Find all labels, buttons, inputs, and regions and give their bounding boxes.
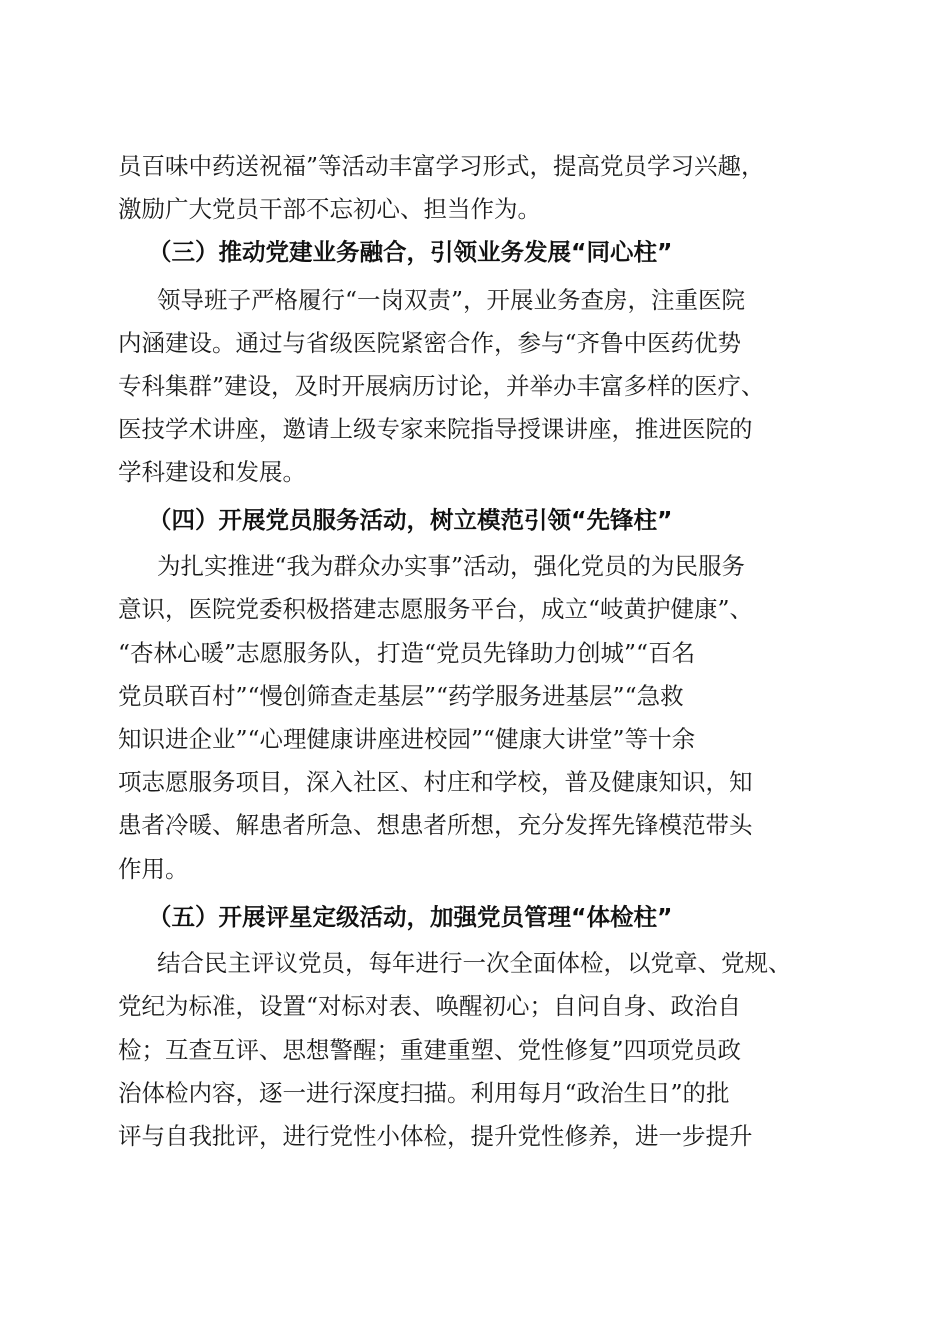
body-line: 评与自我批评，进行党性小体检，提升党性修养，进一步提升 bbox=[118, 1122, 753, 1150]
body-line: 内涵建设。通过与省级医院紧密合作，参与“齐鲁中医药优势 bbox=[118, 329, 742, 357]
body-line: 员百味中药送祝福”等活动丰富学习形式，提高党员学习兴趣， bbox=[118, 152, 765, 180]
section-heading: （四）开展党员服务活动，树立模范引领“先锋柱” bbox=[148, 506, 673, 534]
body-line: 党纪为标准，设置“对标对表、唤醒初心；自问自身、政治自 bbox=[118, 992, 742, 1020]
body-line: 意识，医院党委积极搭建志愿服务平台，成立“岐黄护健康”、 bbox=[118, 595, 754, 623]
body-line: 治体检内容，逐一进行深度扫描。利用每月“政治生日”的批 bbox=[118, 1079, 730, 1107]
body-line: 医技学术讲座，邀请上级专家来院指导授课讲座，推进医院的 bbox=[118, 415, 753, 443]
body-line: 激励广大党员干部不忘初心、担当作为。 bbox=[118, 195, 541, 223]
section-heading: （三）推动党建业务融合，引领业务发展“同心柱” bbox=[148, 238, 673, 266]
section-heading: （五）开展评星定级活动，加强党员管理“体检柱” bbox=[148, 903, 673, 931]
body-line: “杏林心暖”志愿服务队，打造“党员先锋助力创城”“百名 bbox=[118, 639, 696, 667]
body-line: 为扎实推进“我为群众办实事”活动，强化党员的为民服务 bbox=[157, 552, 746, 580]
body-line: 学科建设和发展。 bbox=[118, 458, 306, 486]
body-line: 专科集群”建设，及时开展病历讨论，并举办丰富多样的医疗、 bbox=[118, 372, 765, 400]
body-line: 患者冷暖、解患者所急、想患者所想，充分发挥先锋模范带头 bbox=[118, 811, 753, 839]
body-line: 党员联百村”“慢创筛查走基层”“药学服务进基层”“急救 bbox=[118, 682, 684, 710]
body-line: 领导班子严格履行“一岗双责”，开展业务查房，注重医院 bbox=[157, 286, 746, 314]
body-line: 结合民主评议党员，每年进行一次全面体检，以党章、党规、 bbox=[157, 949, 792, 977]
body-line: 知识进企业”“心理健康讲座进校园”“健康大讲堂”等十余 bbox=[118, 725, 696, 753]
body-line: 项志愿服务项目，深入社区、村庄和学校，普及健康知识，知 bbox=[118, 768, 753, 796]
body-line: 检；互查互评、思想警醒；重建重塑、党性修复”四项党员政 bbox=[118, 1036, 742, 1064]
body-line: 作用。 bbox=[118, 855, 189, 883]
